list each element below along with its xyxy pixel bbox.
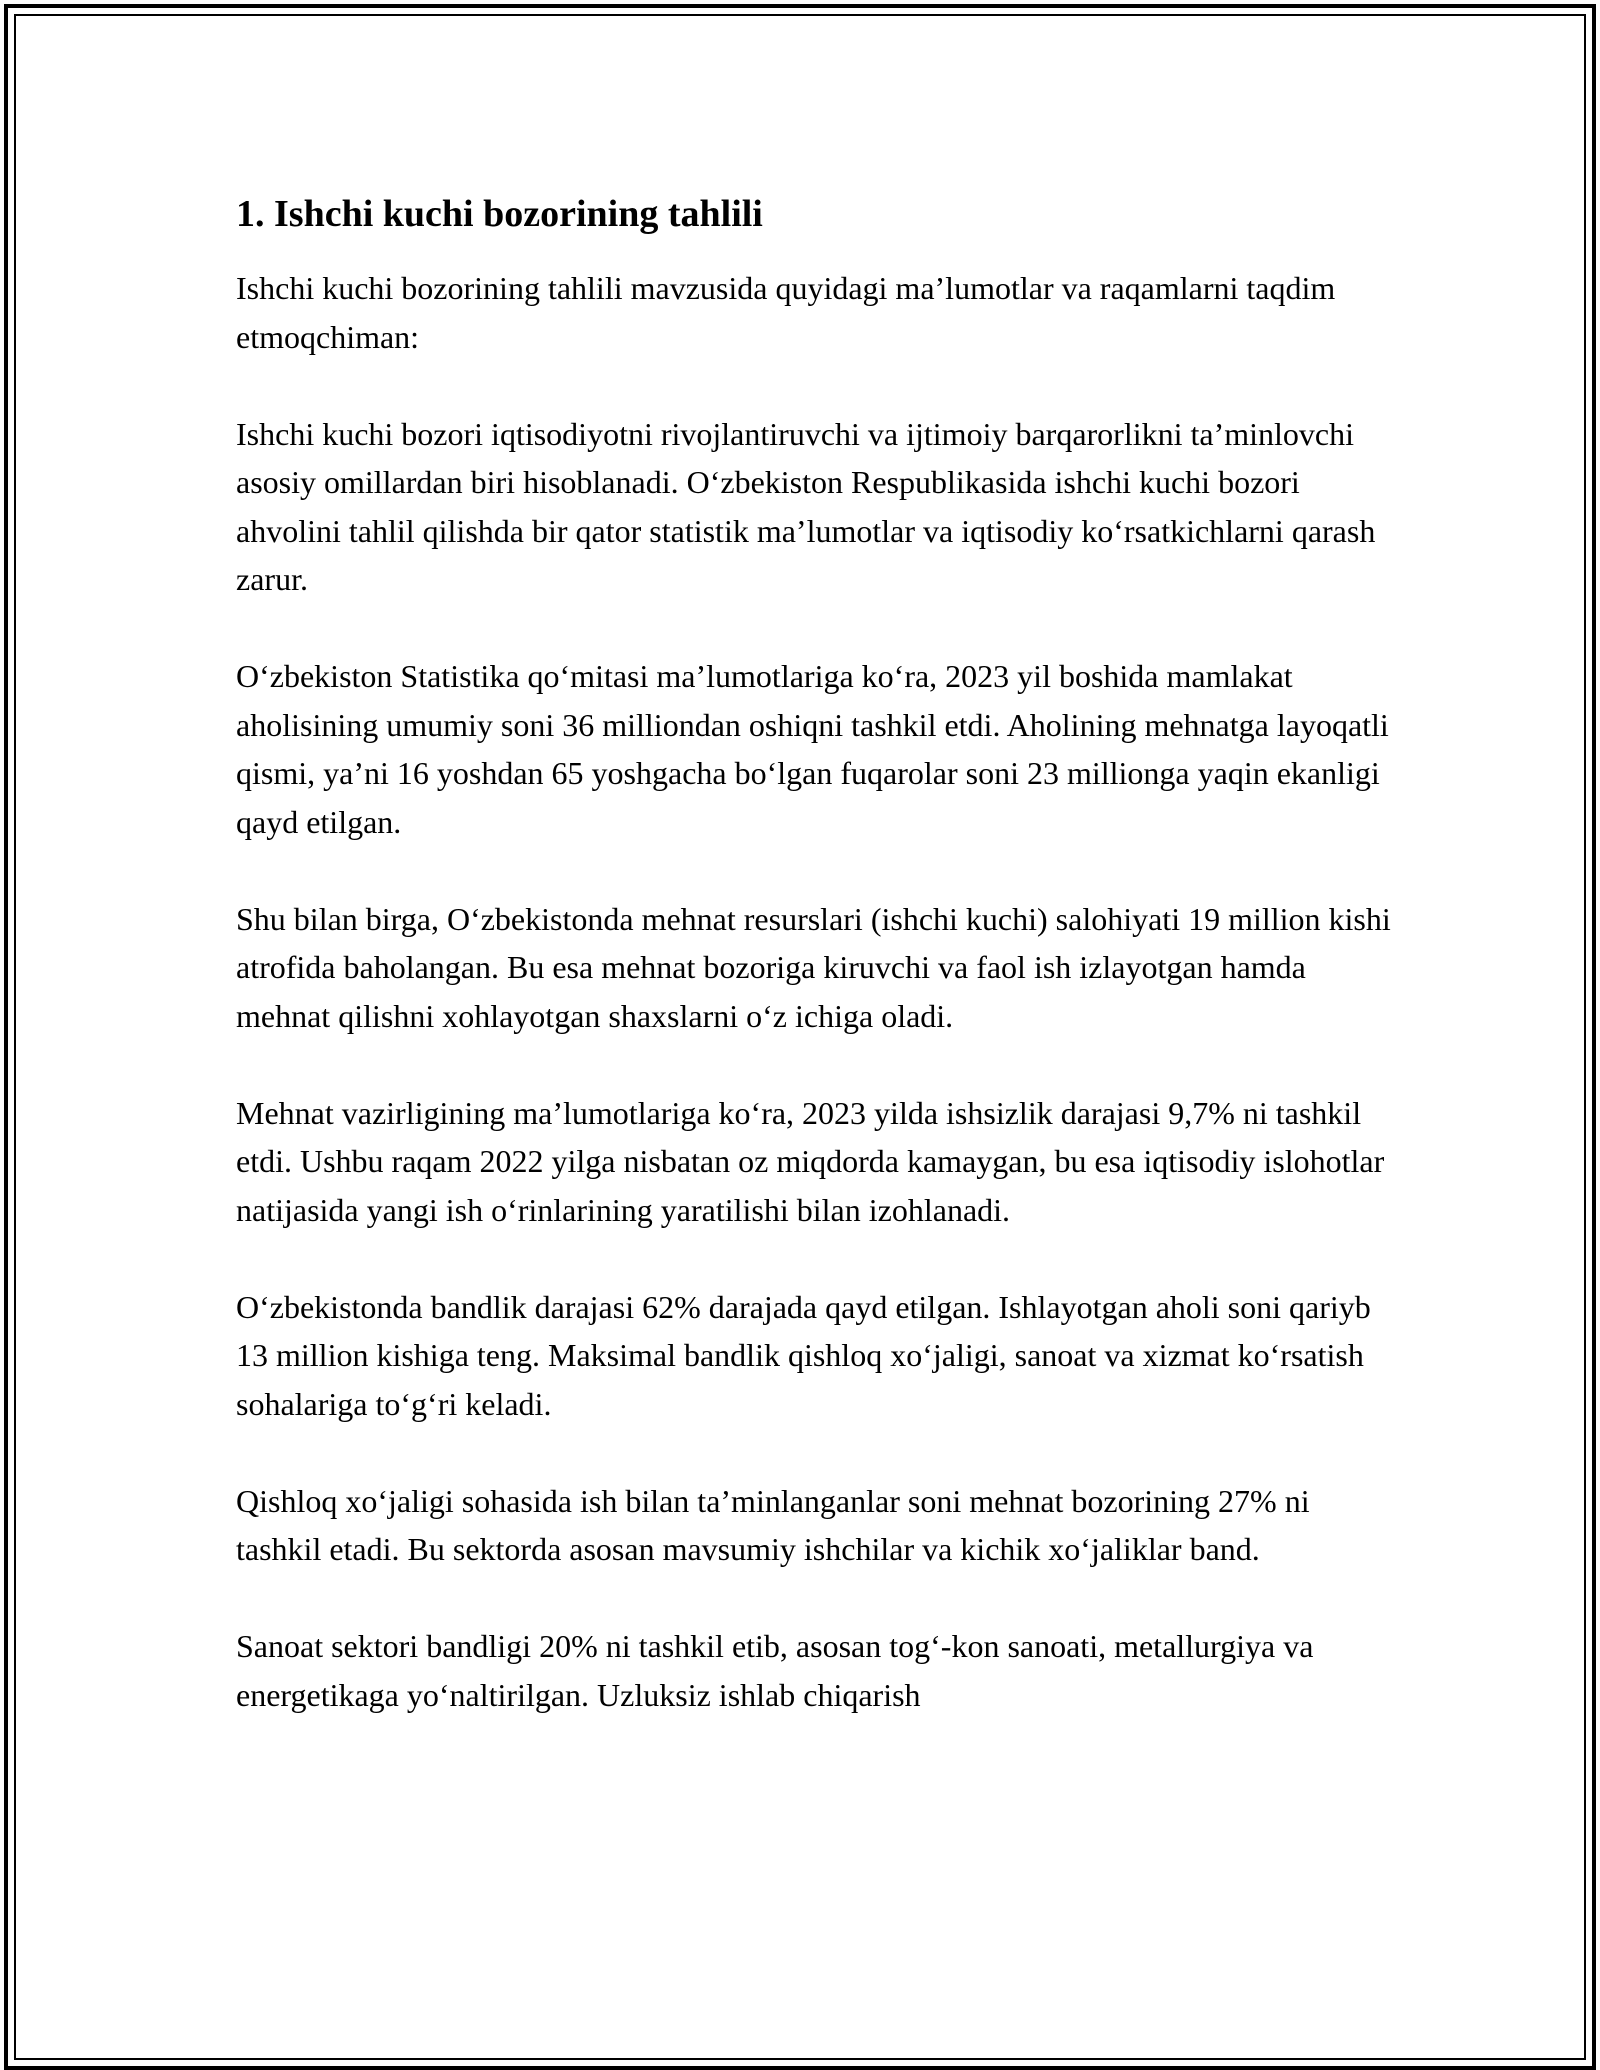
paragraph-labor-market-role: Ishchi kuchi bozori iqtisodiyotni rivojlantiruvchi va ijtimoiy barqarorlikni ta’minlovchi asosiy omillardan biri hisoblanadi. O‘zbekiston Respublikasida ishchi kuchi bozori ahvolini tahlil qilishda bir qator statistik ma’lumotlar va iqtisodiy ko‘rsatkichlarni qarash zarur. <box>236 415 1376 597</box>
paragraph-industry: Sanoat sektori bandligi 20% ni tashkil etib, asosan tog‘-kon sanoati, metallurgiya va energetikaga yo‘naltirilgan. Uzluksiz ishlab chiqarish <box>236 1628 1314 1713</box>
paragraph-population-stats: O‘zbekiston Statistika qo‘mitasi ma’lumotlariga ko‘ra, 2023 yil boshida mamlakat aholisining umumiy soni 36 milliondan oshiqni tashkil etdi. Aholining mehnatga layoqatli qismi, ya’ni 16 yoshdan 65 yoshgacha bo‘lgan fuqarolar soni 23 millionga yaqin ekanligi qayd etilgan. <box>236 658 1389 840</box>
document-body <box>236 186 1396 1768</box>
paragraph-unemployment: Mehnat vazirligining ma’lumotlariga ko‘ra, 2023 yilda ishsizlik darajasi 9,7% ni tashkil etdi. Ushbu raqam 2022 yilga nisbatan oz miqdorda kamaygan, bu esa iqtisodiy islohotlar natijasida yangi ish o‘rinlarining yaratilishi bilan izohlanadi. <box>236 1094 1385 1228</box>
paragraph-labor-resources: Shu bilan birga, O‘zbekistonda mehnat resurslari (ishchi kuchi) salohiyati 19 million kishi atrofida baholangan. Bu esa mehnat bozoriga kiruvchi va faol ish izlayotgan hamda mehnat qilishni xohlayotgan shaxslarni o‘z ichiga oladi. <box>236 900 1391 1034</box>
paragraph-intro: Ishchi kuchi bozorining tahlili mavzusida quyidagi ma’lumotlar va raqamlarni taqdim etmoqchiman: <box>236 270 1336 355</box>
paragraph-agriculture: Qishloq xo‘jaligi sohasida ish bilan ta’minlanganlar soni mehnat bozorining 27% ni tashkil etadi. Bu sektorda asosan mavsumiy ishchilar va kichik xo‘jaliklar band. <box>236 1482 1310 1567</box>
section-title: 1. Ishchi kuchi bozorining tahlili <box>236 193 763 235</box>
paragraph-employment-rate: O‘zbekistonda bandlik darajasi 62% darajada qayd etilgan. Ishlayotgan aholi soni qariyb 13 million kishiga teng. Maksimal bandlik qishloq xo‘jaligi, sanoat va xizmat ko‘rsatish sohalariga to‘g‘ri keladi. <box>236 1288 1371 1422</box>
